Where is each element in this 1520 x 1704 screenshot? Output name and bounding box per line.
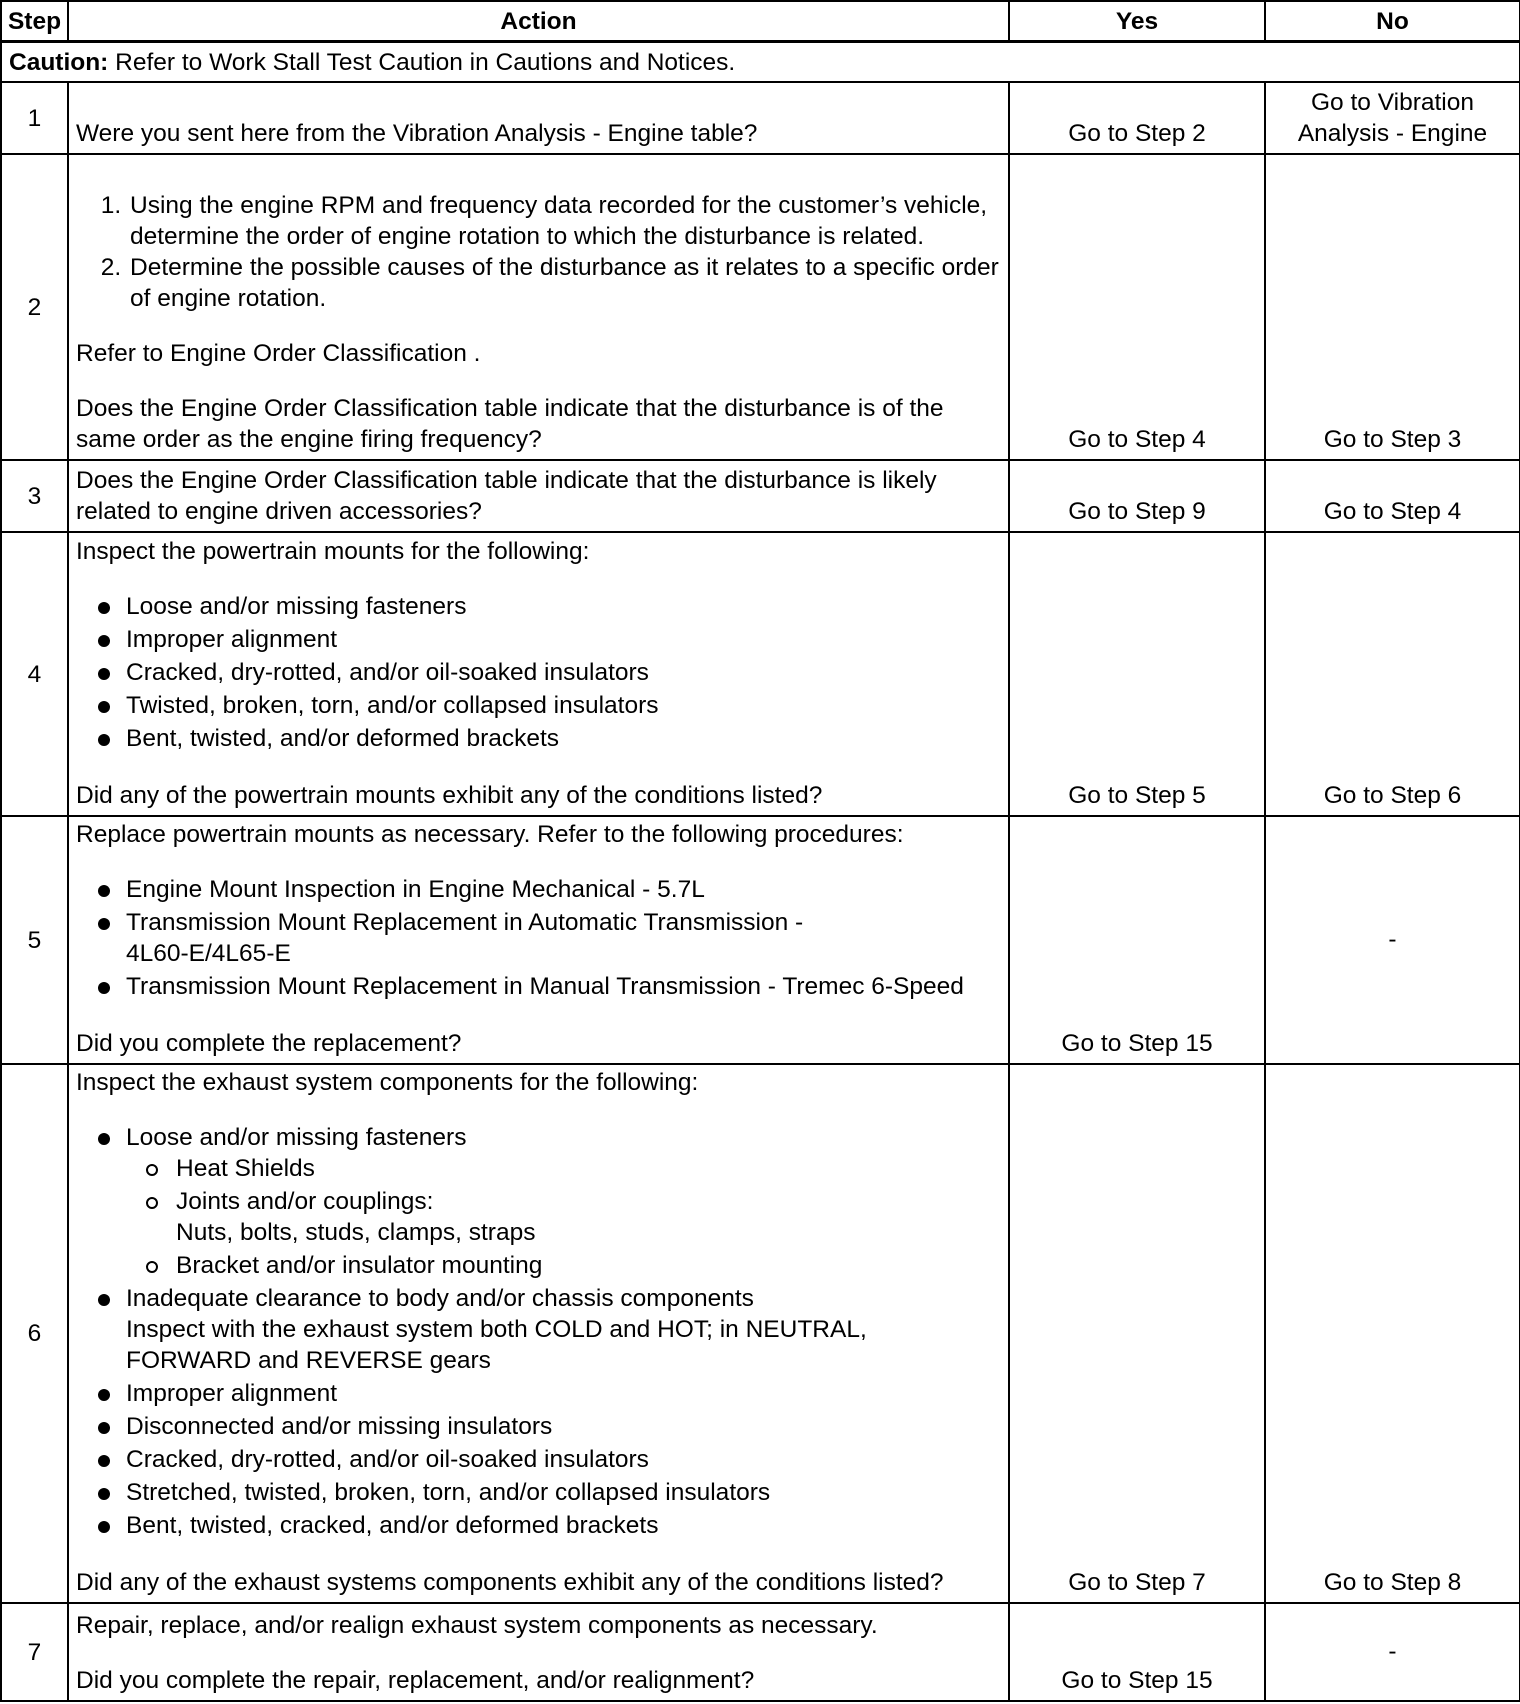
sub-bullet-item: Heat Shields bbox=[126, 1153, 1001, 1184]
step-row-4 bbox=[1, 532, 1520, 816]
header-row bbox=[1, 1, 1520, 42]
bullet-item: Engine Mount Inspection in Engine Mechanical - 5.7L bbox=[76, 874, 1001, 905]
action-question: Does the Engine Order Classification table indicate that the disturbance is of the same order as the engine firing frequency? bbox=[76, 395, 944, 453]
action-question: Does the Engine Order Classification table indicate that the disturbance is likely related to engine driven accessories? bbox=[76, 467, 937, 525]
action-cell bbox=[68, 82, 1009, 154]
bullet-item: Improper alignment bbox=[76, 1378, 1001, 1409]
action-intro: Repair, replace, and/or realign exhaust system components as necessary. bbox=[76, 1612, 878, 1639]
action-intro: Inspect the exhaust system components for the following: bbox=[76, 1069, 699, 1096]
action-cell bbox=[68, 1064, 1009, 1603]
bullet-item: Loose and/or missing fasteners bbox=[76, 591, 1001, 622]
action-intro: Replace powertrain mounts as necessary. Refer to the following procedures: bbox=[76, 821, 904, 848]
step-number: 6 bbox=[1, 1064, 68, 1603]
step-number: 1 bbox=[1, 82, 68, 154]
bullet-item: Transmission Mount Replacement in Manual Transmission - Tremec 6-Speed bbox=[76, 971, 1001, 1002]
bullet-list bbox=[76, 1122, 1001, 1541]
no-cell: Go to Step 3 bbox=[1265, 154, 1520, 460]
no-cell: - bbox=[1265, 816, 1520, 1064]
bullet-list bbox=[76, 591, 1001, 754]
no-cell: - bbox=[1265, 1603, 1520, 1701]
step-row-2 bbox=[1, 154, 1520, 460]
bullet-item: Disconnected and/or missing insulators bbox=[76, 1411, 1001, 1442]
caution-text: Refer to Work Stall Test Caution in Cautions and Notices. bbox=[108, 48, 736, 76]
no-cell bbox=[1265, 82, 1520, 154]
bullet-item: Bent, twisted, and/or deformed brackets bbox=[76, 723, 1001, 754]
numbered-item: 2. Determine the possible causes of the disturbance as it relates to a specific order of engine rotation. bbox=[128, 252, 1001, 314]
yes-cell: Go to Step 5 bbox=[1009, 532, 1265, 816]
action-cell bbox=[68, 460, 1009, 532]
caution-note bbox=[1, 42, 1520, 83]
action-question: Were you sent here from the Vibration Analysis - Engine table? bbox=[76, 120, 758, 147]
yes-cell: Go to Step 9 bbox=[1009, 460, 1265, 532]
bullet-text: Inadequate clearance to body and/or chassis components bbox=[126, 1285, 754, 1312]
bullet-item: Bent, twisted, cracked, and/or deformed brackets bbox=[76, 1510, 1001, 1541]
action-cell bbox=[68, 532, 1009, 816]
no-cell: Go to Step 6 bbox=[1265, 532, 1520, 816]
step-row-7 bbox=[1, 1603, 1520, 1701]
no-line-2: Analysis - Engine bbox=[1297, 120, 1488, 147]
bullet-item: Stretched, twisted, broken, torn, and/or collapsed insulators bbox=[76, 1477, 1001, 1508]
bullet-detail: Inspect with the exhaust system both COLD and HOT; in NEUTRAL, FORWARD and REVERSE gears bbox=[126, 1316, 867, 1374]
header-action: Action bbox=[68, 1, 1009, 42]
action-intro: Inspect the powertrain mounts for the following: bbox=[76, 538, 590, 565]
bullet-item: Twisted, broken, torn, and/or collapsed insulators bbox=[76, 690, 1001, 721]
action-question: Did any of the powertrain mounts exhibit any of the conditions listed? bbox=[76, 782, 823, 809]
no-line-1: Go to Vibration bbox=[1311, 89, 1474, 116]
step-number: 5 bbox=[1, 816, 68, 1064]
no-cell: Go to Step 8 bbox=[1265, 1064, 1520, 1603]
yes-cell: Go to Step 4 bbox=[1009, 154, 1265, 460]
action-cell bbox=[68, 154, 1009, 460]
refer-text: Refer to Engine Order Classification . bbox=[76, 340, 481, 367]
caution-label: Caution: bbox=[9, 48, 109, 76]
step-number: 3 bbox=[1, 460, 68, 532]
action-question: Did you complete the replacement? bbox=[76, 1030, 462, 1057]
yes-cell: Go to Step 2 bbox=[1009, 82, 1265, 154]
step-row-5 bbox=[1, 816, 1520, 1064]
step-row-1 bbox=[1, 82, 1520, 154]
sub-bullet-list bbox=[126, 1153, 1001, 1281]
step-number: 7 bbox=[1, 1603, 68, 1701]
numbered-list bbox=[76, 190, 1001, 314]
no-cell: Go to Step 4 bbox=[1265, 460, 1520, 532]
step-row-3 bbox=[1, 460, 1520, 532]
bullet-item: Improper alignment bbox=[76, 624, 1001, 655]
header-no: No bbox=[1265, 1, 1520, 42]
yes-cell: Go to Step 7 bbox=[1009, 1064, 1265, 1603]
bullet-item: Cracked, dry-rotted, and/or oil-soaked insulators bbox=[76, 1444, 1001, 1475]
bullet-list bbox=[76, 874, 1001, 1002]
sub-bullet-text: Joints and/or couplings: bbox=[176, 1188, 434, 1215]
action-cell bbox=[68, 1603, 1009, 1701]
yes-cell: Go to Step 15 bbox=[1009, 816, 1265, 1064]
action-question: Did you complete the repair, replacement, and/or realignment? bbox=[76, 1667, 755, 1694]
bullet-text: Loose and/or missing fasteners bbox=[126, 1124, 467, 1151]
step-number: 4 bbox=[1, 532, 68, 816]
bullet-item: Cracked, dry-rotted, and/or oil-soaked insulators bbox=[76, 657, 1001, 688]
action-question: Did any of the exhaust systems components exhibit any of the conditions listed? bbox=[76, 1569, 944, 1596]
bullet-item bbox=[76, 1283, 1001, 1376]
bullet-item bbox=[76, 1122, 1001, 1281]
action-cell bbox=[68, 816, 1009, 1064]
step-number: 2 bbox=[1, 154, 68, 460]
caution-row bbox=[1, 42, 1520, 83]
header-step: Step bbox=[1, 1, 68, 42]
sub-bullet-item: Bracket and/or insulator mounting bbox=[126, 1250, 1001, 1281]
bullet-item: Transmission Mount Replacement in Automatic Transmission - 4L60-E/4L65-E bbox=[76, 907, 1001, 969]
numbered-item: 1. Using the engine RPM and frequency data recorded for the customer’s vehicle, determine the order of engine rotation to which the disturbance is related. bbox=[128, 190, 1001, 252]
sub-bullet-detail: Nuts, bolts, studs, clamps, straps bbox=[176, 1219, 536, 1246]
yes-cell: Go to Step 15 bbox=[1009, 1603, 1265, 1701]
sub-bullet-item bbox=[126, 1186, 1001, 1248]
header-yes: Yes bbox=[1009, 1, 1265, 42]
step-row-6 bbox=[1, 1064, 1520, 1603]
